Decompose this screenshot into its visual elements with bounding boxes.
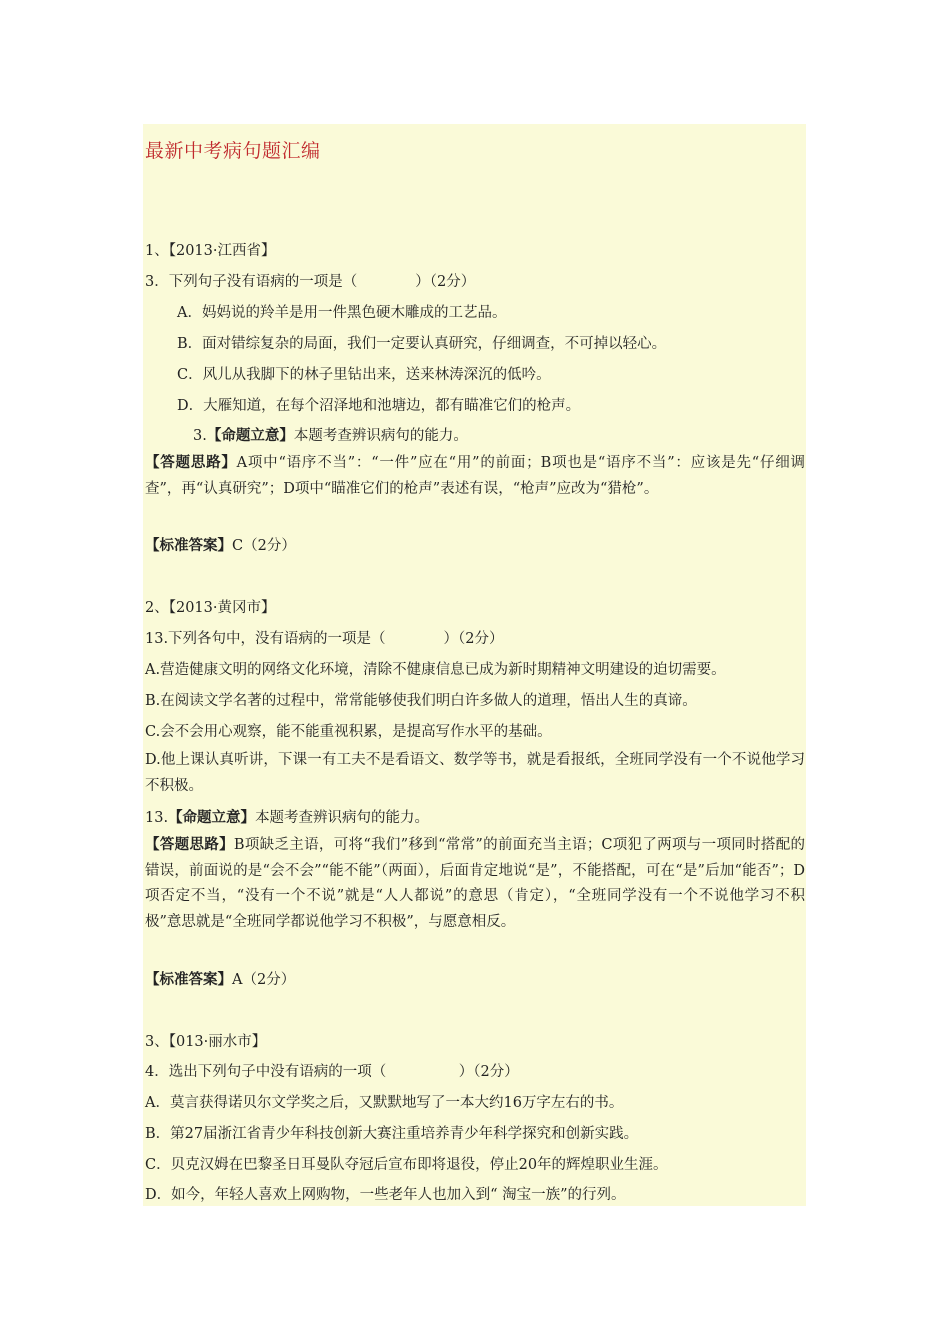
- intent-line: [193, 426, 468, 446]
- option-a: A．莫言获得诺贝尔文学奖之后，又默默地写了一本大约16万字左右的书。: [145, 1095, 624, 1111]
- document-title: 最新中考病句题汇编: [145, 140, 321, 162]
- intent-label: 【命题立意】: [206, 428, 294, 444]
- option-b: B．面对错综复杂的局面，我们一定要认真研究，仔细调查，不可掉以轻心。: [177, 336, 667, 352]
- option-c: C．风儿从我脚下的林子里钻出来，送来林涛深沉的低吟。: [177, 367, 551, 383]
- option-b: B．第27届浙江省青少年科技创新大赛注重培养青少年科学探究和创新实践。: [145, 1126, 639, 1142]
- answer-line: [145, 536, 296, 556]
- document-page: [143, 124, 806, 1206]
- analysis-text: A项中“语序不当”：“一件”应在“用”的前面；B项也是“语序不当”：应该是先“仔细调查”，再“认真研究”；D项中“瞄准它们的枪声”表述有误，“枪声”应改为“猎枪”。: [145, 455, 806, 497]
- answer-line: [145, 970, 295, 990]
- option-a: A.营造健康文明的网络文化环境，清除不健康信息已成为新时期精神文明建设的迫切需要。: [145, 662, 726, 678]
- option-c: C．贝克汉姆在巴黎圣日耳曼队夺冠后宣布即将退役，停止20年的辉煌职业生涯。: [145, 1157, 668, 1173]
- intent-text: 本题考查辨识病句的能力。: [255, 810, 430, 826]
- option-b: B.在阅读文学名著的过程中，常常能够使我们明白许多做人的道理，悟出人生的真谛。: [145, 693, 697, 709]
- analysis-text: B项缺乏主语，可将“我们”移到“常常”的前面充当主语；C项犯了两项与一项同时搭配的错误，前面说的是“会不会”“能不能”（两面），后面肯定地说“是”，不能搭配，可在“是”后加“能否”；D项否定不当，“没有一个不说”就是“人人都说”的意思（肯定），“全班同学没有一个不说他学习不积极”意思就是“全班同学都说他学习不积极”，与愿意相反。: [145, 837, 806, 930]
- answer-label: 【标准答案】: [145, 972, 232, 988]
- question-stem: 3．下列句子没有语病的一项是（ ）（2分）: [145, 274, 476, 290]
- intent-prefix: 13.: [145, 810, 169, 826]
- question-stem: 4．选出下列句子中没有语病的一项（ ）（2分）: [145, 1064, 519, 1080]
- option-d: D.他上课认真听讲，下课一有工夫不是看语文、数学等书，就是看报纸，全班同学没有一个不说他学习不积极。: [145, 752, 805, 794]
- section-header: 3、【013·丽水市】: [145, 1034, 267, 1050]
- analysis-paragraph: [145, 833, 805, 935]
- analysis-label: 【答题思路】: [145, 455, 237, 471]
- option-c: C.会不会用心观察，能不能重视积累，是提高写作水平的基础。: [145, 724, 552, 740]
- intent-label: 【命题立意】: [168, 810, 256, 826]
- question-stem: 13.下列各句中，没有语病的一项是（ ）（2分）: [145, 631, 504, 647]
- answer-text: C（2分）: [232, 538, 296, 554]
- intent-prefix: 3.: [193, 428, 207, 444]
- intent-text: 本题考查辨识病句的能力。: [293, 428, 468, 444]
- section-header: 1、【2013·江西省】: [145, 243, 276, 259]
- option-d: D．如今，年轻人喜欢上网购物，一些老年人也加入到“ 淘宝一族”的行列。: [145, 1187, 626, 1203]
- analysis-label: 【答题思路】: [145, 837, 234, 853]
- answer-label: 【标准答案】: [145, 538, 232, 554]
- intent-line: [145, 808, 429, 828]
- section-header: 2、【2013·黄冈市】: [145, 600, 276, 616]
- option-d: D．大雁知道，在每个沼泽地和池塘边，都有瞄准它们的枪声。: [177, 398, 581, 414]
- answer-text: A（2分）: [232, 972, 296, 988]
- analysis-paragraph: [145, 451, 805, 502]
- option-a: A．妈妈说的羚羊是用一件黑色硬木雕成的工艺品。: [177, 305, 507, 321]
